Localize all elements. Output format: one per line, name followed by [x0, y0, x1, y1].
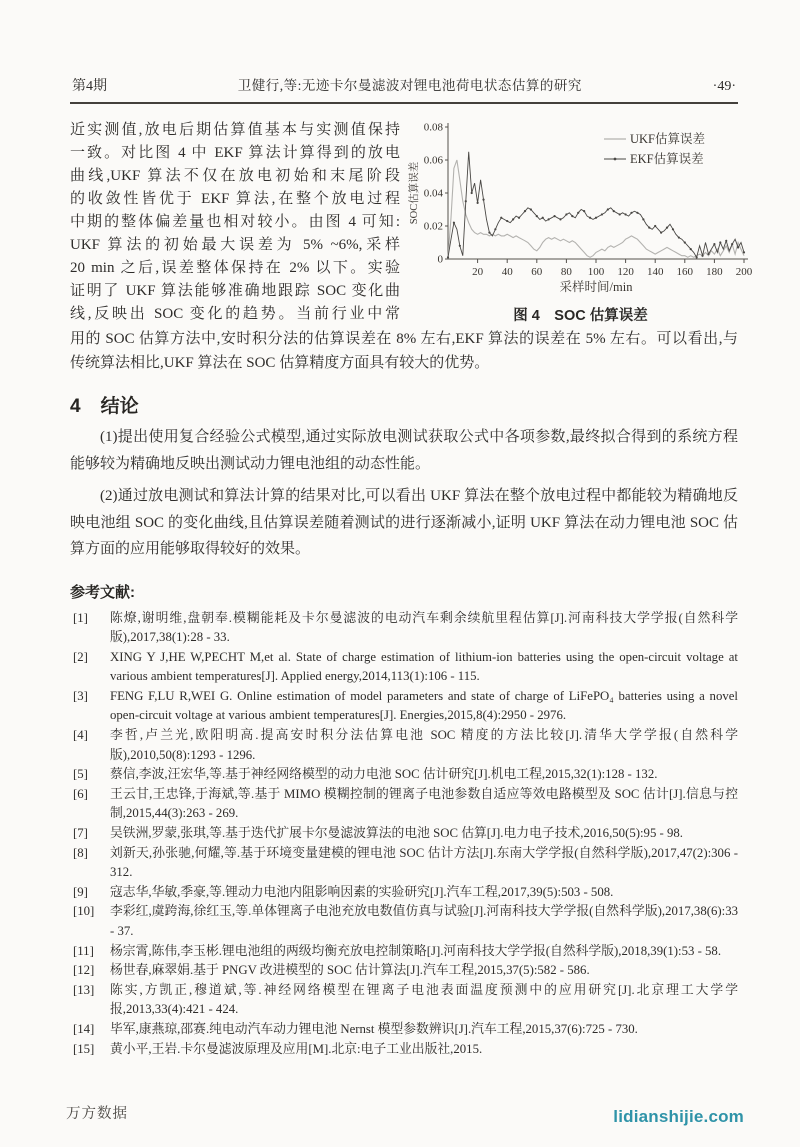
reference-item: [70, 1040, 738, 1060]
reference-text: 毕军,康燕琼,邵赛.纯电动汽车动力锂电池 Nernst 模型参数辨识[J].汽车工程,2015,37(6):725 - 730.: [110, 1021, 638, 1036]
reference-text: 刘新天,孙张驰,何耀,等.基于环境变量建模的锂电池 SOC 估计方法[J].东南大学学报(自然科学版),2017,47(2):306 - 312.: [110, 845, 738, 880]
reference-text: 杨宗霄,陈伟,李玉彬.锂电池组的两级均衡充放电控制策略[J].河南科技大学学报(自然科学版),2018,39(1):53 - 58.: [110, 943, 722, 958]
journal-issue: 第4期: [72, 79, 107, 94]
reference-item: [70, 726, 738, 765]
reference-label: [2]: [73, 649, 88, 664]
intro-line: 中期的整体偏差量也相对较小。由图 4 可知:: [70, 214, 400, 230]
reference-item: [70, 824, 738, 844]
svg-text:120: 120: [617, 266, 634, 278]
svg-text:180: 180: [706, 266, 723, 278]
svg-text:80: 80: [560, 266, 572, 278]
wanfang-watermark: 万方数据: [66, 1106, 128, 1122]
svg-text:0.08: 0.08: [423, 121, 443, 134]
reference-item: [70, 883, 738, 903]
conclusion-heading-number: 4: [70, 396, 81, 417]
reference-text: XING Y J,HE W,PECHT M,et al. State of charge estimation of lithium-ion batteries using the open-circuit voltage at various ambient temperatures[J]. Applied energy,2014,113(1):106 - 115.: [110, 649, 738, 684]
intro-section: [70, 119, 753, 326]
y-axis-label: SOC估算误差: [409, 161, 420, 225]
conclusion-paragraph-1: (1)提出使用复合经验公式模型,通过实际放电测试获取公式中各项参数,最终拟合得到的系统方程能够较为精确地反映出测试动力锂电池组的动态性能。: [70, 429, 738, 472]
svg-text:140: 140: [646, 266, 664, 278]
svg-text:200: 200: [735, 266, 753, 278]
figure-column: [408, 119, 753, 326]
reference-label: [6]: [73, 786, 88, 801]
references-heading: 参考文献:: [70, 583, 135, 601]
reference-text: 杨世春,麻翠娟.基于 PNGV 改进模型的 SOC 估计算法[J].汽车工程,2015,37(5):582 - 586.: [110, 963, 590, 978]
soc-error-chart: [408, 119, 753, 302]
conclusion-heading-label: 结论: [100, 396, 139, 417]
svg-text:UKF估算误差: UKF估算误差: [630, 132, 706, 146]
reference-item: [70, 648, 738, 687]
reference-label: [1]: [73, 610, 88, 625]
svg-text:40: 40: [501, 266, 513, 278]
svg-text:0.02: 0.02: [423, 220, 443, 233]
reference-item: [70, 609, 738, 648]
conclusion-paragraph-2: (2)通过放电测试和算法计算的结果对比,可以看出 UKF 算法在整个放电过程中都能较为精确地反映电池组 SOC 的变化曲线,且估算误差随着测试的进行逐渐减小,证明 UKF 算法在动力锂电池 SOC 估算方面的应用能够取得较好的效果。: [70, 488, 738, 557]
intro-line: 一致。对比图 4 中 EKF 算法计算得到的放电: [70, 145, 400, 161]
reference-item: [70, 942, 738, 962]
svg-text:0.04: 0.04: [423, 187, 443, 200]
reference-item: [70, 765, 738, 785]
intro-line: 近实测值,放电后期估算值基本与实测值保持: [70, 122, 400, 138]
x-axis-label: 采样时间/min: [559, 280, 633, 294]
reference-text: 李哲,卢兰光,欧阳明高.提高安时积分法估算电池 SOC 精度的方法比较[J].清华大学学报(自然科学版),2010,50(8):1293 - 1296.: [110, 728, 738, 762]
reference-text: 吴铁洲,罗蒙,张琪,等.基于迭代扩展卡尔曼滤波算法的电池 SOC 估算[J].电力电子技术,2016,50(5):95 - 98.: [110, 826, 684, 841]
intro-left-column: [70, 119, 400, 326]
soc-error-plot: [408, 119, 753, 297]
page-header: [70, 74, 738, 104]
reference-label: [9]: [73, 884, 88, 899]
intro-line: 20 min 之后,误差整体保持在 2% 以下。实验: [70, 260, 400, 276]
ukf-series-line: [448, 160, 744, 257]
reference-label: [3]: [73, 688, 88, 703]
legend: [604, 131, 705, 166]
reference-text: 寇志华,华敏,季豪,等.锂动力电池内阻影响因素的实验研究[J].汽车工程,2017,39(5):503 - 508.: [110, 884, 614, 899]
intro-line: 证明了 UKF 算法能够准确地跟踪 SOC 变化曲: [70, 283, 400, 299]
conclusion-heading: [70, 391, 738, 418]
intro-line: 的收敛性皆优于 EKF 算法,在整个放电过程: [70, 191, 400, 207]
reference-label: [4]: [73, 728, 88, 743]
page-number: ·49·: [712, 79, 736, 94]
intro-line: 传统算法相比,UKF 算法在 SOC 估算精度方面具有较大的优势。: [70, 354, 490, 371]
reference-label: [10]: [73, 904, 95, 919]
site-watermark: lidianshijie.com: [613, 1107, 744, 1126]
intro-line: 曲线,UKF 算法不仅在放电初始和末尾阶段: [70, 168, 400, 184]
reference-label: [15]: [73, 1041, 95, 1056]
reference-item: [70, 981, 738, 1020]
references-list: [70, 609, 738, 1060]
reference-text: 李彩红,虞跨海,徐红玉,等.单体锂离子电池充放电数值仿真与试验[J].河南科技大学学报(自然科学版),2017,38(6):33 - 37.: [110, 904, 738, 938]
svg-text:0.06: 0.06: [423, 154, 443, 167]
reference-text: 黄小平,王岩.卡尔曼滤波原理及应用[M].北京:电子工业出版社,2015.: [110, 1041, 483, 1056]
intro-line: 用的 SOC 估算方法中,安时积分法的估算误差在 8% 左右,EKF 算法的误差在 5% 左右。可以看出,与: [70, 331, 738, 347]
figure-caption: 图 4 SOC 估算误差: [513, 308, 648, 324]
reference-text: 王云甘,王忠锋,于海斌,等.基于 MIMO 模糊控制的锂离子电池参数自适应等效电路模型及 SOC 估计[J].信息与控制,2015,44(3):263 - 269.: [110, 786, 738, 821]
svg-text:EKF估算误差: EKF估算误差: [630, 152, 704, 166]
reference-item: [70, 844, 738, 883]
svg-text:100: 100: [587, 266, 605, 278]
reference-label: [5]: [73, 767, 88, 782]
reference-label: [11]: [73, 943, 94, 958]
reference-label: [14]: [73, 1021, 95, 1036]
svg-text:160: 160: [676, 266, 694, 278]
reference-label: [13]: [73, 982, 95, 997]
intro-line: UKF 算法的初始最大误差为 5% ~6%,采样: [70, 237, 400, 253]
svg-text:0: 0: [437, 253, 443, 266]
ekf-series-line: [448, 152, 744, 257]
running-title: 卫健行,等:无迹卡尔曼滤波对锂电池荷电状态估算的研究: [237, 78, 582, 93]
reference-label: [12]: [73, 963, 95, 978]
reference-text: 陈实,方凯正,穆道斌,等.神经网络模型在锂离子电池表面温度预测中的应用研究[J].北京理工大学学报,2013,33(4):421 - 424.: [110, 982, 738, 1017]
reference-item: [70, 1020, 738, 1040]
reference-text: 蔡信,李波,汪宏华,等.基于神经网络模型的动力电池 SOC 估计研究[J].机电工程,2015,32(1):128 - 132.: [110, 767, 658, 782]
reference-item: [70, 687, 738, 726]
svg-text:20: 20: [472, 266, 484, 278]
reference-item: [70, 961, 738, 981]
reference-text: 陈燎,谢明维,盘朝奉.模糊能耗及卡尔曼滤波的电动汽车剩余续航里程估算[J].河南科技大学学报(自然科学版),2017,38(1):28 - 33.: [110, 610, 738, 645]
reference-label: [7]: [73, 826, 88, 841]
reference-item: [70, 785, 738, 824]
intro-line: 线,反映出 SOC 变化的趋势。当前行业中常: [70, 306, 400, 322]
reference-label: [8]: [73, 845, 88, 860]
svg-text:60: 60: [531, 266, 543, 278]
reference-item: [70, 902, 738, 941]
intro-full-width-lines: [70, 328, 738, 375]
reference-text: FENG F,LU R,WEI G. Online estimation of model parameters and state of charge of LiFePO₄ batteries using a novel open-circuit voltage at various ambient temperatures[J]. Energies,2015,8(4):2950 - 2976.: [110, 688, 738, 723]
